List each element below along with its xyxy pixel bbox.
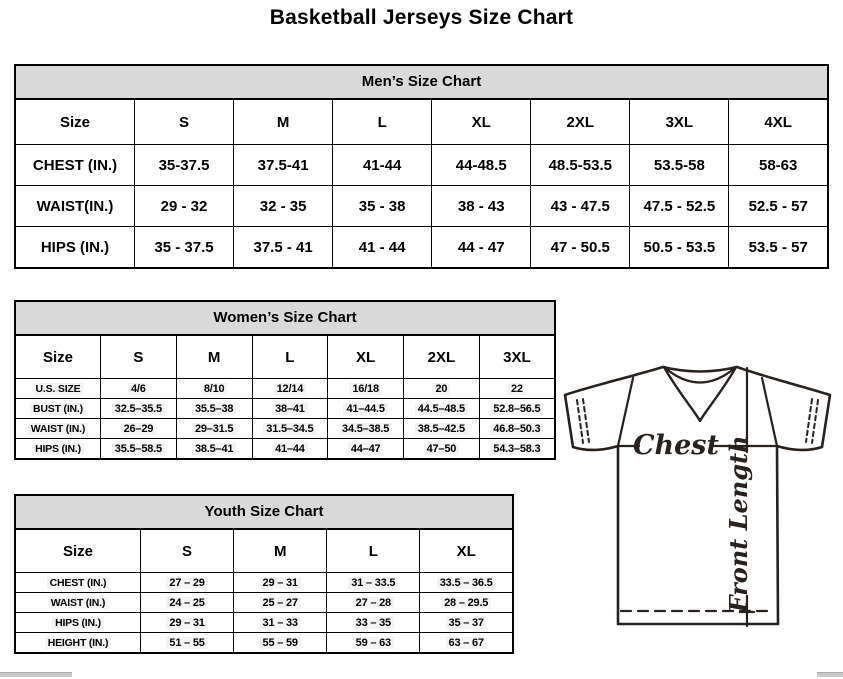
size-value: 47 - 50.5	[531, 227, 630, 269]
column-header: M	[234, 99, 333, 145]
front-length-label: Front Length	[724, 435, 753, 613]
row-label: CHEST (IN.)	[15, 573, 141, 593]
youth-size-chart-section	[14, 494, 514, 654]
column-header: M	[176, 335, 252, 379]
size-value: 20	[404, 379, 480, 399]
size-value: 47.5 - 52.5	[630, 186, 729, 227]
size-value: 37.5 - 41	[234, 227, 333, 269]
size-value: 35 – 37	[420, 613, 513, 633]
womens-size-table	[14, 334, 556, 460]
size-value: 50.5 - 53.5	[630, 227, 729, 269]
size-value: 12/14	[252, 379, 328, 399]
womens-size-chart-section	[14, 300, 556, 460]
horizontal-scrollbar-thumb[interactable]	[0, 672, 72, 677]
table-row	[15, 613, 513, 633]
size-value: 25 – 27	[234, 593, 327, 613]
size-value: 52.5 - 57	[729, 186, 828, 227]
table-row	[15, 439, 555, 460]
row-label: CHEST (IN.)	[15, 145, 135, 186]
jersey-diagram-svg	[560, 362, 836, 634]
size-value: 63 – 67	[420, 633, 513, 654]
size-value: 31 – 33	[234, 613, 327, 633]
column-header: Size	[15, 529, 141, 573]
size-value: 54.3–58.3	[479, 439, 555, 460]
size-value: 38 - 43	[432, 186, 531, 227]
table-row	[15, 186, 828, 227]
column-header: XL	[328, 335, 404, 379]
size-value: 31.5–34.5	[252, 419, 328, 439]
size-value: 4/6	[101, 379, 177, 399]
size-value: 35 - 38	[333, 186, 432, 227]
size-value: 43 - 47.5	[531, 186, 630, 227]
header-row	[15, 99, 828, 145]
column-header: 2XL	[531, 99, 630, 145]
table-row	[15, 573, 513, 593]
size-value: 59 – 63	[327, 633, 420, 654]
womens-chart-title: Women’s Size Chart	[14, 300, 556, 336]
size-value: 29 – 31	[234, 573, 327, 593]
row-label: HIPS (IN.)	[15, 613, 141, 633]
size-value: 53.5-58	[630, 145, 729, 186]
row-label: WAIST (IN.)	[15, 593, 141, 613]
size-value: 55 – 59	[234, 633, 327, 654]
table-row	[15, 419, 555, 439]
column-header: XL	[420, 529, 513, 573]
row-label: HIPS (IN.)	[15, 227, 135, 269]
column-header: L	[327, 529, 420, 573]
size-value: 44-48.5	[432, 145, 531, 186]
size-value: 53.5 - 57	[729, 227, 828, 269]
size-value: 24 – 25	[141, 593, 234, 613]
size-value: 41–44	[252, 439, 328, 460]
size-value: 35.5–38	[176, 399, 252, 419]
size-value: 38.5–42.5	[404, 419, 480, 439]
row-label: HIPS (IN.)	[15, 439, 101, 460]
column-header: S	[101, 335, 177, 379]
horizontal-scrollbar-corner[interactable]	[817, 672, 843, 677]
size-value: 38.5–41	[176, 439, 252, 460]
mens-chart-title: Men’s Size Chart	[14, 64, 829, 100]
column-header: L	[333, 99, 432, 145]
row-label: WAIST (IN.)	[15, 419, 101, 439]
size-value: 35-37.5	[135, 145, 234, 186]
youth-size-table	[14, 528, 514, 654]
size-value: 35.5–58.5	[101, 439, 177, 460]
size-value: 34.5–38.5	[328, 419, 404, 439]
table-row	[15, 399, 555, 419]
size-value: 8/10	[176, 379, 252, 399]
table-row	[15, 145, 828, 186]
column-header: Size	[15, 99, 135, 145]
size-value: 27 – 29	[141, 573, 234, 593]
size-value: 35 - 37.5	[135, 227, 234, 269]
size-value: 41 - 44	[333, 227, 432, 269]
size-value: 27 – 28	[327, 593, 420, 613]
size-value: 46.8–50.3	[479, 419, 555, 439]
table-row	[15, 227, 828, 269]
size-value: 44–47	[328, 439, 404, 460]
page-title: Basketball Jerseys Size Chart	[269, 6, 574, 29]
column-header: XL	[432, 99, 531, 145]
column-header: M	[234, 529, 327, 573]
table-row	[15, 593, 513, 613]
column-header: Size	[15, 335, 101, 379]
size-value: 37.5-41	[234, 145, 333, 186]
chest-label: Chest	[633, 430, 719, 461]
size-value: 52.8–56.5	[479, 399, 555, 419]
row-label: U.S. SIZE	[15, 379, 101, 399]
column-header: 4XL	[729, 99, 828, 145]
size-value: 29 – 31	[141, 613, 234, 633]
size-value: 26–29	[101, 419, 177, 439]
size-value: 31 – 33.5	[327, 573, 420, 593]
column-header: S	[141, 529, 234, 573]
header-row	[15, 335, 555, 379]
size-value: 51 – 55	[141, 633, 234, 654]
size-value: 47–50	[404, 439, 480, 460]
mens-size-chart-section	[14, 64, 829, 269]
size-value: 48.5-53.5	[531, 145, 630, 186]
size-value: 32 - 35	[234, 186, 333, 227]
size-value: 16/18	[328, 379, 404, 399]
youth-chart-title: Youth Size Chart	[14, 494, 514, 530]
column-header: 3XL	[479, 335, 555, 379]
table-row	[15, 633, 513, 654]
size-value: 44 - 47	[432, 227, 531, 269]
row-label: HEIGHT (IN.)	[15, 633, 141, 654]
header-row	[15, 529, 513, 573]
size-value: 32.5–35.5	[101, 399, 177, 419]
size-value: 28 – 29.5	[420, 593, 513, 613]
table-row	[15, 379, 555, 399]
row-label: WAIST(IN.)	[15, 186, 135, 227]
size-value: 44.5–48.5	[404, 399, 480, 419]
mens-size-table	[14, 98, 829, 269]
column-header: 2XL	[404, 335, 480, 379]
column-header: L	[252, 335, 328, 379]
size-value: 58-63	[729, 145, 828, 186]
size-value: 38–41	[252, 399, 328, 419]
row-label: BUST (IN.)	[15, 399, 101, 419]
size-value: 29 - 32	[135, 186, 234, 227]
column-header: S	[135, 99, 234, 145]
size-value: 29–31.5	[176, 419, 252, 439]
size-value: 33.5 – 36.5	[420, 573, 513, 593]
size-value: 41–44.5	[328, 399, 404, 419]
column-header: 3XL	[630, 99, 729, 145]
jersey-measurement-diagram	[560, 362, 836, 634]
size-value: 22	[479, 379, 555, 399]
size-value: 41-44	[333, 145, 432, 186]
jersey-outline	[565, 367, 830, 624]
size-value: 33 – 35	[327, 613, 420, 633]
